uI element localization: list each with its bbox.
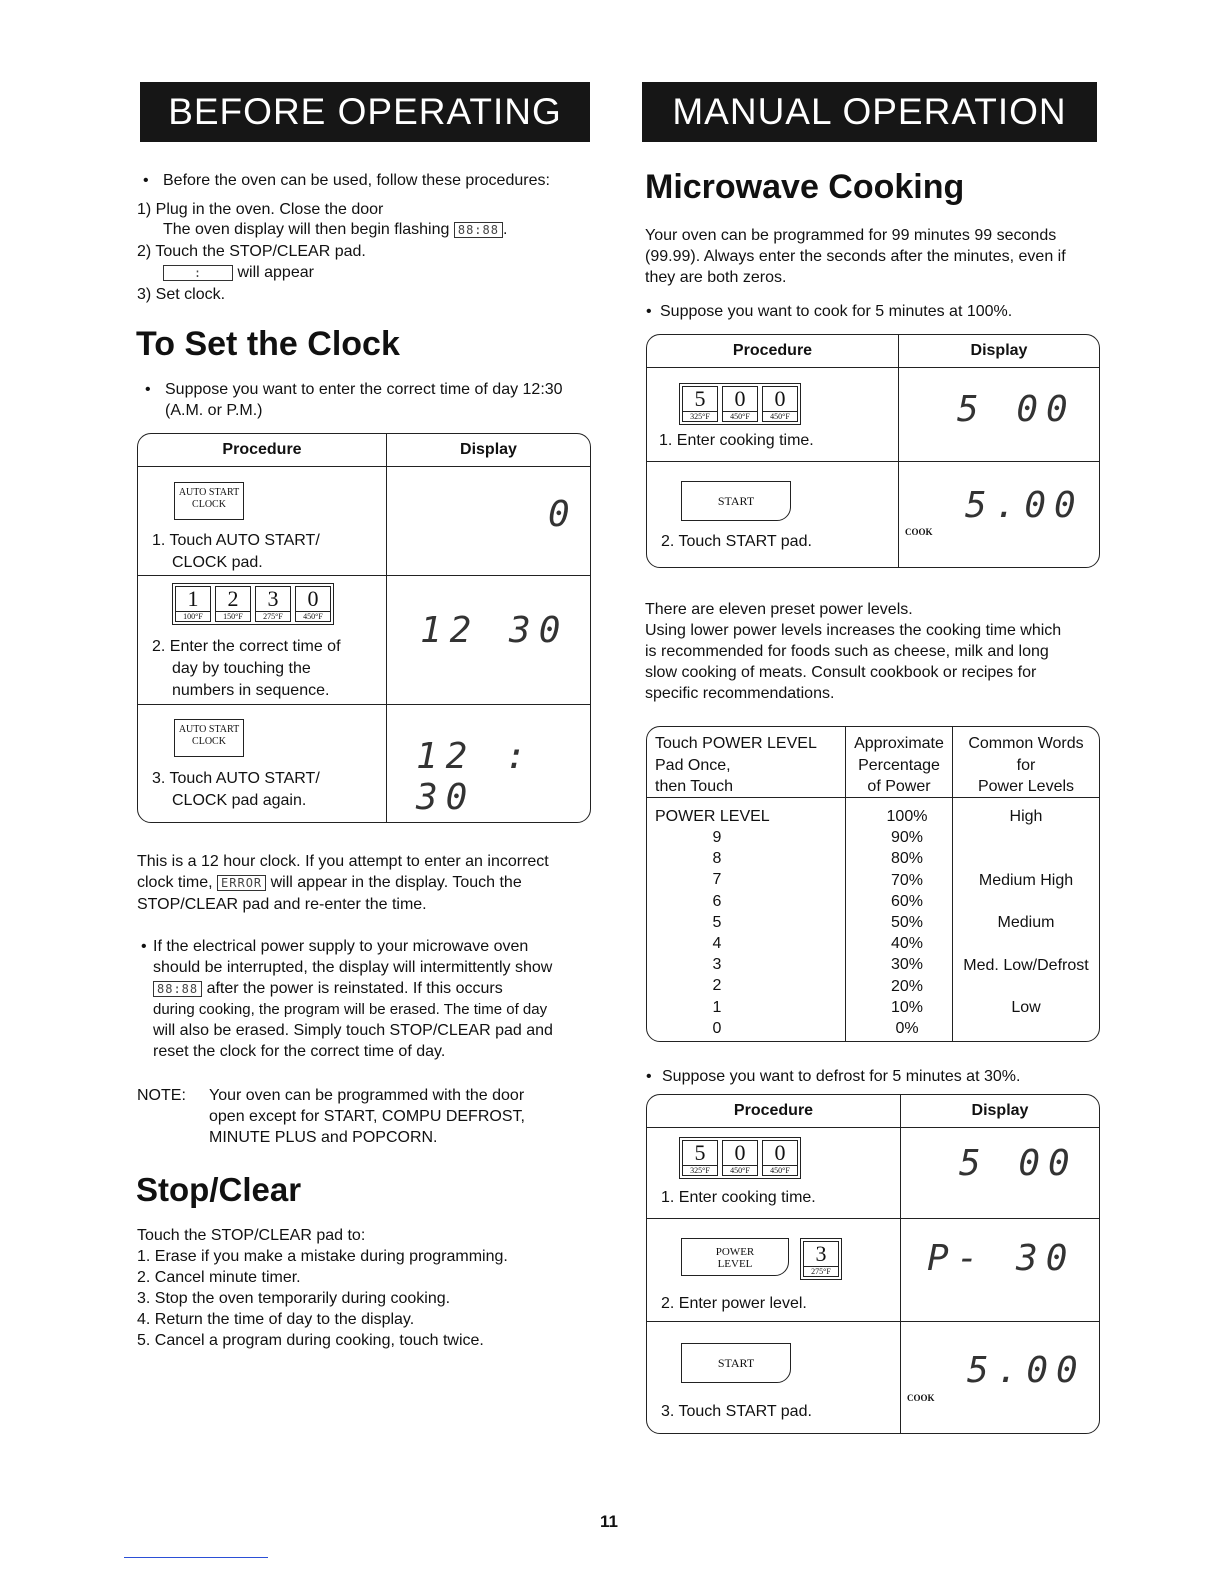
defrost-suppose: Suppose you want to defrost for 5 minutes at 30%.	[662, 1068, 1021, 1085]
procedure-header: Procedure	[733, 1102, 814, 1119]
stop-clear-title: Stop/Clear	[136, 1171, 302, 1208]
clock-intro: Suppose you want to enter the correct time of day 12:30	[165, 381, 563, 398]
key-0[interactable]: 0 450°F	[722, 1140, 758, 1176]
cooking-procedure-table	[646, 334, 1100, 568]
word-medium: Medium	[997, 914, 1055, 931]
key-2[interactable]: 2 150°F	[215, 586, 251, 622]
clock-step2: 2. Enter the correct time of	[152, 638, 341, 655]
error-lcd: ERROR	[217, 875, 266, 891]
before-step1b: The oven display will then begin flashing 88:88 .	[163, 221, 508, 238]
clock-note-1b: clock time, ERROR will appear in the display. Touch the	[137, 874, 522, 891]
time-keys	[679, 1137, 801, 1179]
word-low: Low	[1011, 999, 1041, 1016]
note-line-2: open except for START, COMPU DEFROST,	[209, 1108, 525, 1125]
flash-lcd-2: 88:88	[153, 981, 202, 997]
colon-lcd: :	[163, 265, 233, 281]
word-high: High	[1009, 808, 1043, 825]
procedure-header: Procedure	[732, 342, 813, 359]
manual-operation-banner: MANUAL OPERATION	[642, 82, 1097, 142]
display-header: Display	[460, 441, 517, 458]
clock-step2c: numbers in sequence.	[172, 682, 330, 699]
display-header: Display	[970, 342, 1028, 359]
bullet: •	[145, 381, 151, 398]
before-step2b: : will appear	[163, 262, 314, 283]
divider	[124, 1557, 268, 1558]
key-0[interactable]: 0 450°F	[722, 386, 758, 422]
display-5-00: 5 00	[959, 1143, 1078, 1184]
defrost-step1: 1. Enter cooking time.	[661, 1189, 816, 1206]
power-note-f: reset the clock for the correct time of day.	[153, 1043, 446, 1060]
micro-p1c: they are both zeros.	[645, 269, 787, 286]
before-intro: Before the oven can be used, follow these procedures:	[163, 172, 550, 189]
key-3[interactable]: 3 275°F	[255, 586, 291, 622]
key-1[interactable]: 1 100°F	[175, 586, 211, 622]
note-label: NOTE:	[137, 1087, 186, 1104]
power-level-table	[646, 726, 1100, 1042]
stop-item: 4. Return the time of day to the display.	[137, 1311, 415, 1328]
before-operating-banner: BEFORE OPERATING	[140, 82, 590, 142]
cook-indicator: COOK	[907, 1393, 935, 1403]
power-note-e: will also be erased. Simply touch STOP/CLEAR pad and	[153, 1022, 553, 1039]
key-3-pad	[800, 1238, 842, 1280]
display-12-colon-30: 12 : 30	[416, 736, 535, 818]
col2-header: Approximate Percentage of Power	[854, 735, 944, 795]
power-p2c: slow cooking of meats. Consult cookbook or recipes for	[645, 664, 1037, 681]
stop-intro: Touch the STOP/CLEAR pad to:	[137, 1227, 366, 1244]
defrost-step2: 2. Enter power level.	[661, 1295, 807, 1312]
stop-item: 5. Cancel a program during cooking, touch twice.	[137, 1332, 484, 1349]
stop-item: 2. Cancel minute timer.	[137, 1269, 301, 1286]
power-level-pad[interactable]: POWER LEVEL	[681, 1238, 789, 1276]
key-0[interactable]: 0 450°F	[762, 1140, 798, 1176]
micro-step2: 2. Touch START pad.	[661, 533, 812, 550]
time-keys	[679, 383, 801, 425]
micro-step1: 1. Enter cooking time.	[659, 432, 814, 449]
col1-header: Touch POWER LEVEL Pad Once, then Touch	[655, 735, 817, 795]
power-note-c: 88:88 after the power is reinstated. If this occurs	[153, 978, 503, 999]
key-5[interactable]: 5 325°F	[682, 1140, 718, 1176]
word-medium-high: Medium High	[978, 872, 1074, 889]
clock-step3b: CLOCK pad again.	[172, 792, 307, 809]
power-p2b: is recommended for foods such as cheese, milk and long	[645, 643, 1049, 660]
bullet: •	[646, 303, 652, 320]
power-p2a: Using lower power levels increases the cooking time which	[645, 622, 1062, 639]
display-5-dot-00: 5.00	[965, 485, 1084, 526]
clock-note-1d: STOP/CLEAR pad and re-enter the time.	[137, 896, 427, 913]
micro-p1b: (99.99). Always enter the seconds after the minutes, even if	[645, 248, 1066, 265]
defrost-step3: 3. Touch START pad.	[661, 1403, 812, 1420]
clock-note-1: This is a 12 hour clock. If you attempt to enter an incorrect	[137, 853, 549, 870]
flash-lcd: 88:88	[454, 222, 503, 238]
bullet: •	[646, 1068, 652, 1085]
cook-indicator: COOK	[905, 527, 933, 537]
note-line-3: MINUTE PLUS and POPCORN.	[209, 1129, 438, 1146]
clock-step1b: CLOCK pad.	[172, 554, 263, 571]
clock-step3: 3. Touch AUTO START/	[152, 770, 320, 787]
power-percentages: 100% 90% 80% 70% 60% 50% 40% 30% 20% 10% 0%	[886, 808, 928, 1038]
bullet: •	[143, 172, 149, 189]
clock-intro2: (A.M. or P.M.)	[165, 402, 263, 419]
note-line-1: Your oven can be programmed with the door	[209, 1087, 525, 1104]
before-step2: 2) Touch the STOP/CLEAR pad.	[137, 243, 366, 260]
auto-start-clock-pad[interactable]: AUTO START CLOCK	[174, 482, 244, 520]
set-clock-title: To Set the Clock	[136, 325, 400, 363]
page-number: 11	[600, 1512, 618, 1531]
power-note-a: If the electrical power supply to your microwave oven	[153, 938, 529, 955]
clock-step2b: day by touching the	[172, 660, 311, 677]
power-level-numbers: 9 8 7 6 5 4 3 2 1 0	[712, 829, 722, 1037]
key-0[interactable]: 0 450°F	[295, 586, 331, 622]
power-p2d: specific recommendations.	[645, 685, 835, 702]
display-p-30: P- 30	[927, 1238, 1076, 1279]
defrost-procedure-table	[646, 1094, 1100, 1434]
number-keys	[172, 583, 334, 625]
clock-procedure-table	[137, 433, 591, 823]
key-5[interactable]: 5 325°F	[682, 386, 718, 422]
power-note-d: during cooking, the program will be erased. The time of day	[153, 1001, 548, 1018]
start-pad[interactable]: START	[681, 481, 791, 521]
procedure-header: Procedure	[222, 441, 302, 458]
micro-p1a: Your oven can be programmed for 99 minutes 99 seconds	[645, 227, 1057, 244]
key-3[interactable]: 3 275°F	[803, 1241, 839, 1277]
bullet: •	[141, 938, 147, 955]
clock-step1: 1. Touch AUTO START/	[152, 532, 320, 549]
micro-suppose: Suppose you want to cook for 5 minutes at 100%.	[660, 303, 1013, 320]
display-5-00: 5 00	[957, 389, 1076, 430]
word-med-low-defrost: Med. Low/Defrost	[963, 957, 1089, 974]
display-zero: 0	[548, 494, 578, 535]
display-header: Display	[971, 1102, 1029, 1119]
power-level-label: POWER LEVEL	[655, 808, 770, 825]
stop-item: 1. Erase if you make a mistake during programming.	[137, 1248, 508, 1265]
auto-start-clock-pad-again[interactable]: AUTO START CLOCK	[174, 719, 244, 757]
display-5-dot-00: 5.00	[967, 1350, 1086, 1391]
microwave-cooking-title: Microwave Cooking	[645, 168, 965, 206]
col3-header: Common Words for Power Levels	[968, 735, 1084, 795]
before-step3: 3) Set clock.	[137, 286, 226, 303]
display-12-30: 12 30	[420, 610, 569, 651]
power-p1: There are eleven preset power levels.	[645, 601, 913, 618]
stop-item: 3. Stop the oven temporarily during cooking.	[137, 1290, 451, 1307]
power-note-b: should be interrupted, the display will intermittently show	[153, 959, 553, 976]
key-0[interactable]: 0 450°F	[762, 386, 798, 422]
start-pad[interactable]: START	[681, 1343, 791, 1383]
before-step1: 1) Plug in the oven. Close the door	[137, 201, 384, 218]
